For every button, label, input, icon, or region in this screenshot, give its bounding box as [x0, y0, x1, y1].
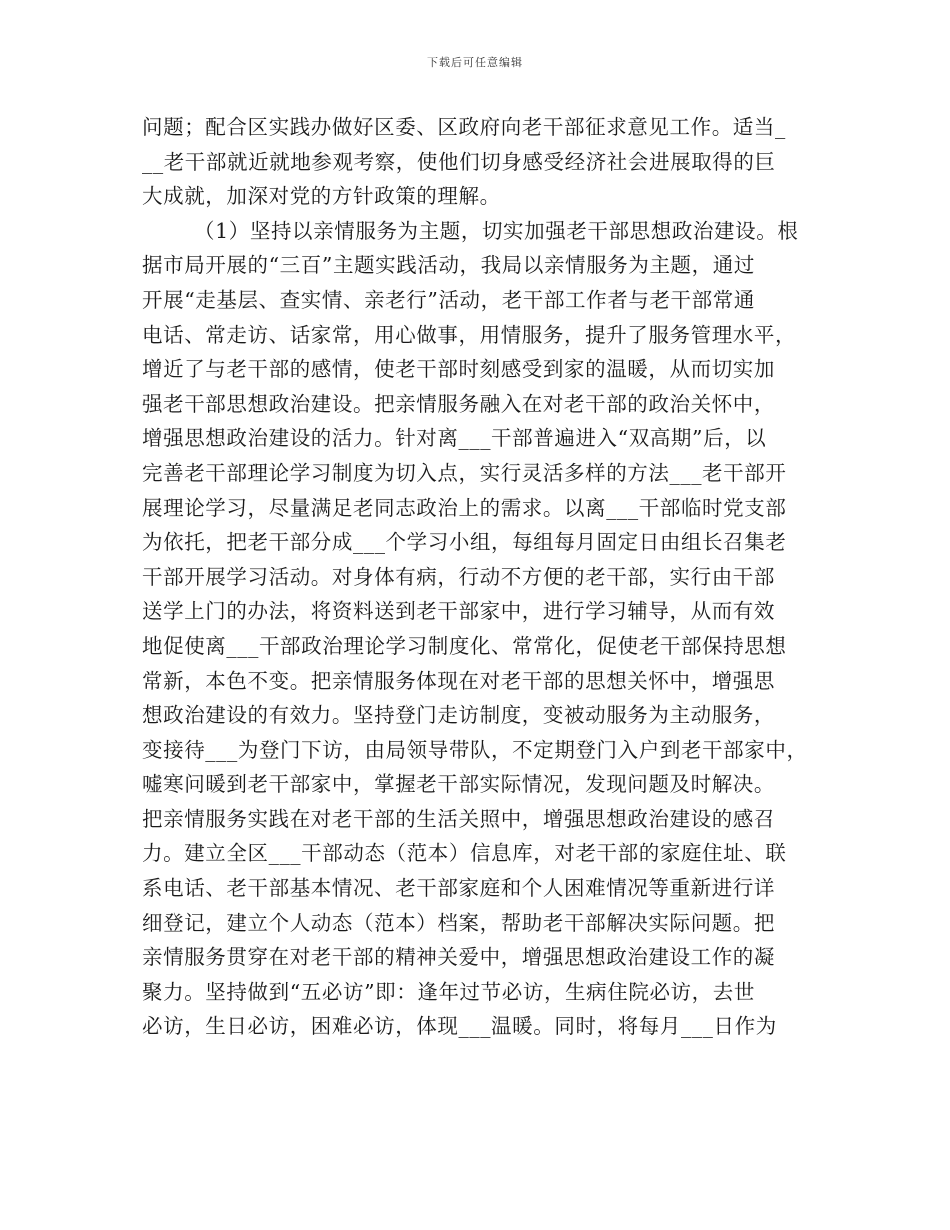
- text-line: 变接待___为登门下访，由局领导带队，不定期登门入户到老干部家中，: [142, 737, 808, 762]
- text-line: 问题；配合区实践办做好区委、区政府向老干部征求意见工作。适当_: [142, 115, 786, 139]
- text-line: 开展“走基层、查实情、亲老行”活动，老干部工作者与老干部常通: [142, 287, 755, 312]
- text-line: 干部开展学习活动。对身体有病，行动不方便的老干部，实行由干部: [142, 564, 775, 589]
- text-line: 想政治建设的有效力。坚持登门走访制度，变被动服务为主动服务，: [142, 703, 775, 728]
- text-line: 嘘寒问暖到老干部家中，掌握老干部实际情况，发现问题及时解决。: [142, 772, 775, 797]
- text-line: 为依托，把老干部分成___个学习小组，每组每月固定日由组长召集老: [142, 530, 787, 555]
- text-line: 增近了与老干部的感情，使老干部时刻感受到家的温暖，从而切实加: [142, 357, 775, 382]
- text-line: 聚力。坚持做到“五必访”即：逢年过节必访，生病住院必访，去世: [142, 979, 755, 1004]
- text-line: 把亲情服务实践在对老干部的生活关照中，增强思想政治建设的感召: [142, 806, 775, 831]
- document-body: [142, 110, 810, 1044]
- text-line: 必访，生日必访，困难必访，体现___温暖。同时，将每月___日作为: [142, 1014, 777, 1039]
- text-line: __老干部就近就地参观考察，使他们切身感受经济社会进展取得的巨: [142, 149, 776, 174]
- text-line: 完善老干部理论学习制度为切入点，实行灵活多样的方法___老干部开: [142, 460, 787, 485]
- text-line: 送学上门的办法，将资料送到老干部家中，进行学习辅导，从而有效: [142, 599, 775, 624]
- text-line: 电话、常走访、话家常，用心做事，用情服务，提升了服务管理水平，: [142, 322, 797, 347]
- text-line: 亲情服务贯穿在对老干部的精神关爱中，增强思想政治建设工作的凝: [142, 945, 775, 970]
- text-line: 大成就，加深对党的方针政策的理解。: [142, 184, 501, 209]
- text-line: 展理论学习，尽量满足老同志政治上的需求。以离___干部临时党支部: [142, 495, 787, 520]
- text-line: 常新，本色不变。把亲情服务体现在对老干部的思想关怀中，增强思: [142, 668, 775, 693]
- text-line: 增强思想政治建设的活力。针对离___干部普遍进入“双高期”后，以: [142, 426, 767, 451]
- page-header: 下载后可任意编辑: [427, 56, 523, 69]
- text-line: 细登记，建立个人动态（范本）档案，帮助老干部解决实际问题。把: [142, 910, 775, 935]
- text-line: 系电话、老干部基本情况、老干部家庭和个人困难情况等重新进行详: [142, 876, 775, 901]
- text-line: 强老干部思想政治建设。把亲情服务融入在对老干部的政治关怀中，: [142, 391, 775, 416]
- text-line: 力。建立全区___干部动态（范本）信息库，对老干部的家庭住址、联: [142, 841, 787, 866]
- text-line: （1）坚持以亲情服务为主题，切实加强老干部思想政治建设。根: [194, 218, 799, 243]
- text-line: 地促使离___干部政治理论学习制度化、常常化，促使老干部保持思想: [142, 633, 787, 658]
- text-line: 据市局开展的“三百”主题实践活动，我局以亲情服务为主题，通过: [142, 253, 755, 278]
